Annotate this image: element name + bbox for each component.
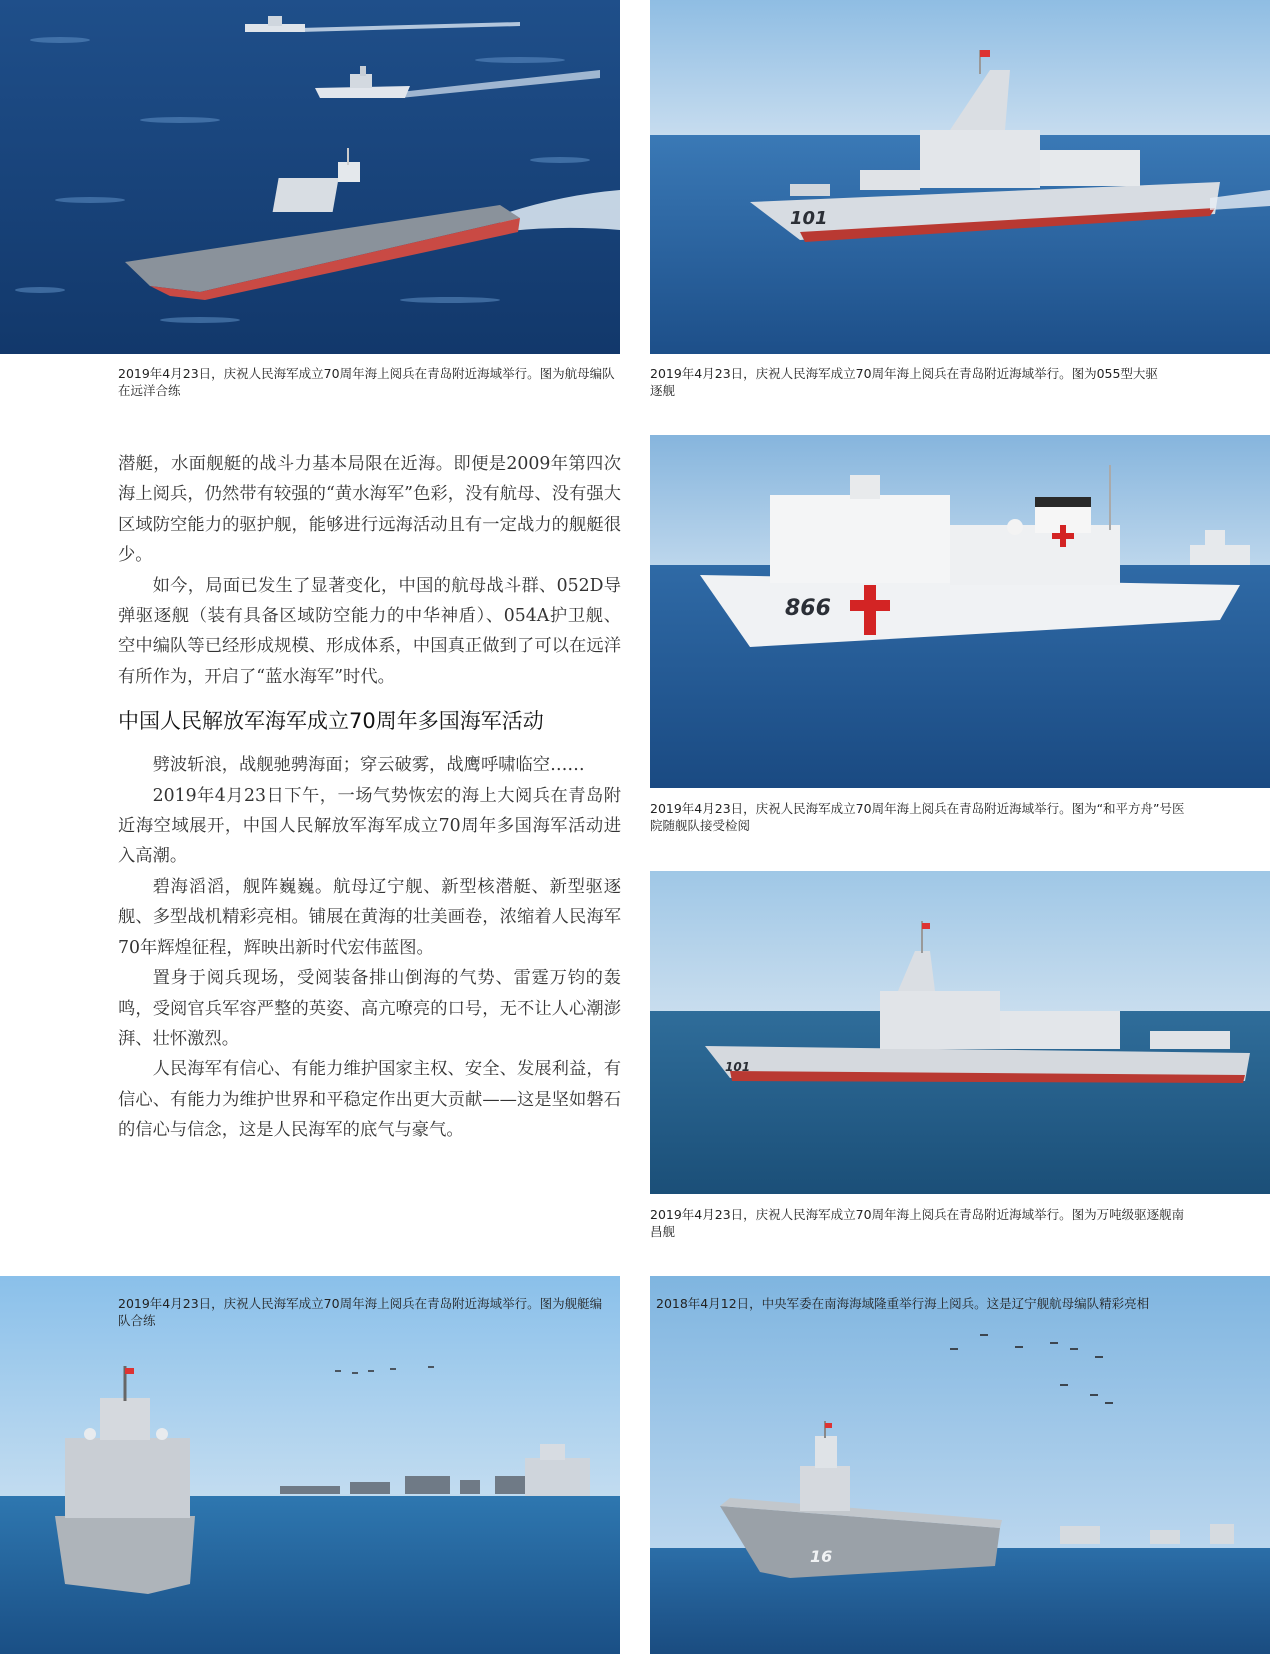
article-paragraph: 置身于阅兵现场，受阅装备排山倒海的气势、雷霆万钧的轰鸣，受阅官兵军容严整的英姿、高亢嘹亮的口号，无不让人心潮澎湃、壮怀激烈。 bbox=[118, 968, 621, 1049]
hull-number-101: 101 bbox=[790, 208, 828, 229]
caption-liaoning-2018: 2018年4月12日，中央军委在南海海域隆重举行海上阅兵。这是辽宁舰航母编队精彩亮相 bbox=[656, 1296, 1150, 1311]
article-paragraph: 2019年4月23日下午，一场气势恢宏的海上大阅兵在青岛附近海空域展开，中国人民解放军海军成立70周年多国海军活动进入高潮。 bbox=[118, 785, 621, 867]
caption-nanchang: 2019年4月23日，庆祝人民海军成立70周年海上阅兵在青岛附近海域举行。图为万吨级驱逐舰南昌舰 bbox=[650, 1207, 1185, 1239]
article-paragraph: 碧海滔滔，舰阵巍巍。航母辽宁舰、新型核潜艇、新型驱逐舰、多型战机精彩亮相。铺展在黄海的壮美画卷，浓缩着人民海军70年辉煌征程，辉映出新时代宏伟蓝图。 bbox=[118, 876, 621, 958]
article-paragraph: 人民海军有信心、有能力维护国家主权、安全、发展利益，有信心、有能力为维护世界和平稳定作出更大贡献——这是坚如磐石的信心与信念，这是人民海军的底气与豪气。 bbox=[118, 1059, 621, 1141]
article-paragraph: 如今，局面已发生了显著变化，中国的航母战斗群、052D导弹驱逐舰（装有具备区域防空能力的中华神盾）、054A护卫舰、空中编队等已经形成规模、形成体系，中国真正做到了可以在远洋有所作为，开启了“蓝水海军”时代。 bbox=[118, 575, 621, 687]
photo-liaoning-2018 bbox=[650, 1276, 1270, 1654]
hull-number-101: 101 bbox=[725, 1060, 751, 1074]
photo-fleet-formation bbox=[0, 1276, 620, 1654]
photo-carrier-group bbox=[0, 0, 620, 354]
caption-type055: 2019年4月23日，庆祝人民海军成立70周年海上阅兵在青岛附近海域举行。图为055型大驱逐舰 bbox=[650, 366, 1158, 398]
photo-hospital-ship bbox=[650, 435, 1270, 788]
caption-fleet-formation: 2019年4月23日，庆祝人民海军成立70周年海上阅兵在青岛附近海域举行。图为舰艇编队合练 bbox=[118, 1296, 603, 1328]
hull-number-866: 866 bbox=[785, 596, 831, 621]
article-body bbox=[118, 449, 621, 1146]
photo-type055-destroyer bbox=[650, 0, 1270, 354]
article-paragraph: 潜艇，水面舰艇的战斗力基本局限在近海。即便是2009年第四次海上阅兵，仍然带有较强的“黄水海军”色彩，没有航母、没有强大区域防空能力的驱护舰，能够进行远海活动且有一定战力的舰艇很少。 bbox=[118, 454, 621, 566]
article-paragraph: 劈波斩浪，战舰驰骋海面；穿云破雾，战鹰呼啸临空…… bbox=[152, 755, 585, 776]
caption-carrier-group: 2019年4月23日，庆祝人民海军成立70周年海上阅兵在青岛附近海域举行。图为航母编队在远洋合练 bbox=[118, 366, 615, 398]
caption-hospital-ship: 2019年4月23日，庆祝人民海军成立70周年海上阅兵在青岛附近海域举行。图为“和平方舟”号医院随舰队接受检阅 bbox=[650, 801, 1185, 833]
photo-nanchang-destroyer bbox=[650, 871, 1270, 1194]
section-heading: 中国人民解放军海军成立70周年多国海军活动 bbox=[118, 709, 544, 734]
hull-number-16: 16 bbox=[810, 1547, 833, 1566]
